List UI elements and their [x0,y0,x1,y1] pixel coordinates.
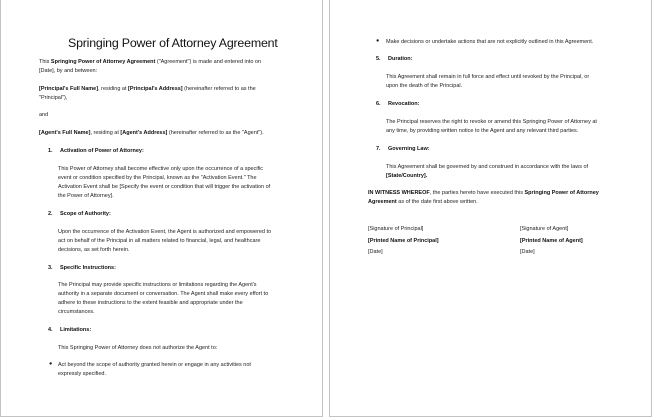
section-3-body-line: adhere to these instructions to the extent feasible and appropriate under the [58,300,243,306]
agent-signature: [Signature of Agent] [520,226,569,232]
witness-heading: IN WITNESS WHEREOF [368,190,430,196]
agent-name-placeholder: [Agent's Full Name] [39,130,91,136]
section-heading-text: Specific Instructions: [60,265,116,271]
principal-name-placeholder: [Principal's Full Name] [39,86,99,92]
section-1-body-line: the Power of Attorney]. [58,193,114,199]
agreement-name: Springing Power of Attorney Agreement [50,59,156,65]
principal-party-line-1 [39,85,256,94]
section-1-heading [48,147,144,156]
section-3-body-line: circumstances. [58,309,95,315]
section-7-body-line: This Agreement shall be governed by and construed in accordance with the laws of [386,164,589,170]
intro-text: This [39,59,51,65]
section-heading-text: Scope of Authority: [60,211,111,217]
limitation-bullet-line: Act beyond the scope of authority granted herein or engage in any activities not [58,362,251,368]
witness-line-1 [368,189,599,198]
section-2-body-line: Upon the occurrence of the Activation Event, the Agent is authorized and empowered to [58,229,272,235]
section-3-heading [48,264,116,273]
agent-date: [Date] [520,249,535,255]
party-text: , residing at [98,86,129,92]
section-heading-text: Limitations: [60,327,92,333]
agent-party-line [39,129,264,138]
limitation-bullet-line: Make decisions or undertake actions that are not explicitly outlined in this Agreement. [386,39,594,45]
principal-signature: [Signature of Principal] [368,226,424,232]
section-7-heading [376,145,430,154]
principal-printed-name: [Printed Name of Principal] [368,238,439,244]
intro-text: ("Agreement") is made and entered into on [155,59,262,65]
section-number: 1. [48,148,53,154]
section-1-body-line: This Power of Attorney shall become effective only upon the occurrence of a specific [58,166,264,172]
witness-line-2 [368,198,478,207]
section-2-heading [48,210,111,219]
limitation-bullet-line: expressly specified. [58,371,106,377]
section-6-body-line: any time, by providing written notice to the Agent and any relevant third parties. [386,128,579,134]
section-number: 4. [48,327,53,333]
document-page-1 [0,0,323,417]
section-heading-text: Duration: [388,56,413,62]
intro-paragraph-line-2: [Date], by and between: [39,68,98,74]
section-4-heading [48,326,91,335]
party-text: (hereinafter referred to as the [182,86,256,92]
principal-address-placeholder: [Principal's Address] [128,86,183,92]
section-number: 3. [48,265,53,271]
principal-date: [Date] [368,249,383,255]
section-heading-text: Revocation: [388,101,420,107]
bullet-icon: ● [49,361,53,367]
witness-text: as of the date first above written. [396,199,478,205]
section-1-body-line: event or condition specified by the Principal, known as the "Activation Event." The [58,175,257,181]
section-6-heading [376,100,419,109]
section-number: 5. [376,56,381,62]
agent-printed-name: [Printed Name of Agent] [520,238,583,244]
section-4-body-line: This Springing Power of Attorney does not authorize the Agent to: [58,345,218,351]
section-3-body-line: authority in a separate document or conversation. The Agent shall make every effort to [58,291,269,297]
section-number: 7. [376,146,381,152]
section-3-body-line: The Principal may provide specific instructions or limitations regarding the Agent's [58,282,257,288]
section-number: 2. [48,211,53,217]
principal-party-line-2: "Principal"), [39,95,68,101]
party-text: , residing at [90,130,121,136]
section-6-body-line: The Principal reserves the right to revoke or amend this Springing Power of Attorney at [386,119,597,125]
and-text: and [39,112,49,118]
party-text: (hereinafter referred to as the "Agent"). [167,130,264,136]
section-5-heading [376,55,412,64]
section-5-body-line: upon the death of the Principal. [386,83,463,89]
agreement-name: Agreement [368,199,397,205]
witness-text: , the parties hereto have executed this [429,190,525,196]
section-heading-text: Activation of Power of Attorney: [60,148,144,154]
agent-address-placeholder: [Agent's Address] [120,130,168,136]
section-1-body-line: Activation Event shall be [Specify the event or condition that will trigger the activation of [58,184,271,190]
section-2-body-line: decisions, as set forth herein. [58,247,130,253]
document-title: Springing Power of Attorney Agreement [68,36,278,50]
section-heading-text: Governing Law: [388,146,430,152]
section-number: 6. [376,101,381,107]
state-country-placeholder: [State/Country]. [386,173,428,179]
section-2-body-line: act on behalf of the Principal in all matters related to financial, legal, and healthcare [58,238,261,244]
document-page-2 [329,0,652,417]
intro-paragraph-line-1 [39,58,261,67]
section-5-body-line: This Agreement shall remain in full force and effect until revoked by the Principal, or [386,74,590,80]
agreement-name: Springing Power of Attorney [524,190,599,196]
bullet-icon: ● [376,38,380,44]
